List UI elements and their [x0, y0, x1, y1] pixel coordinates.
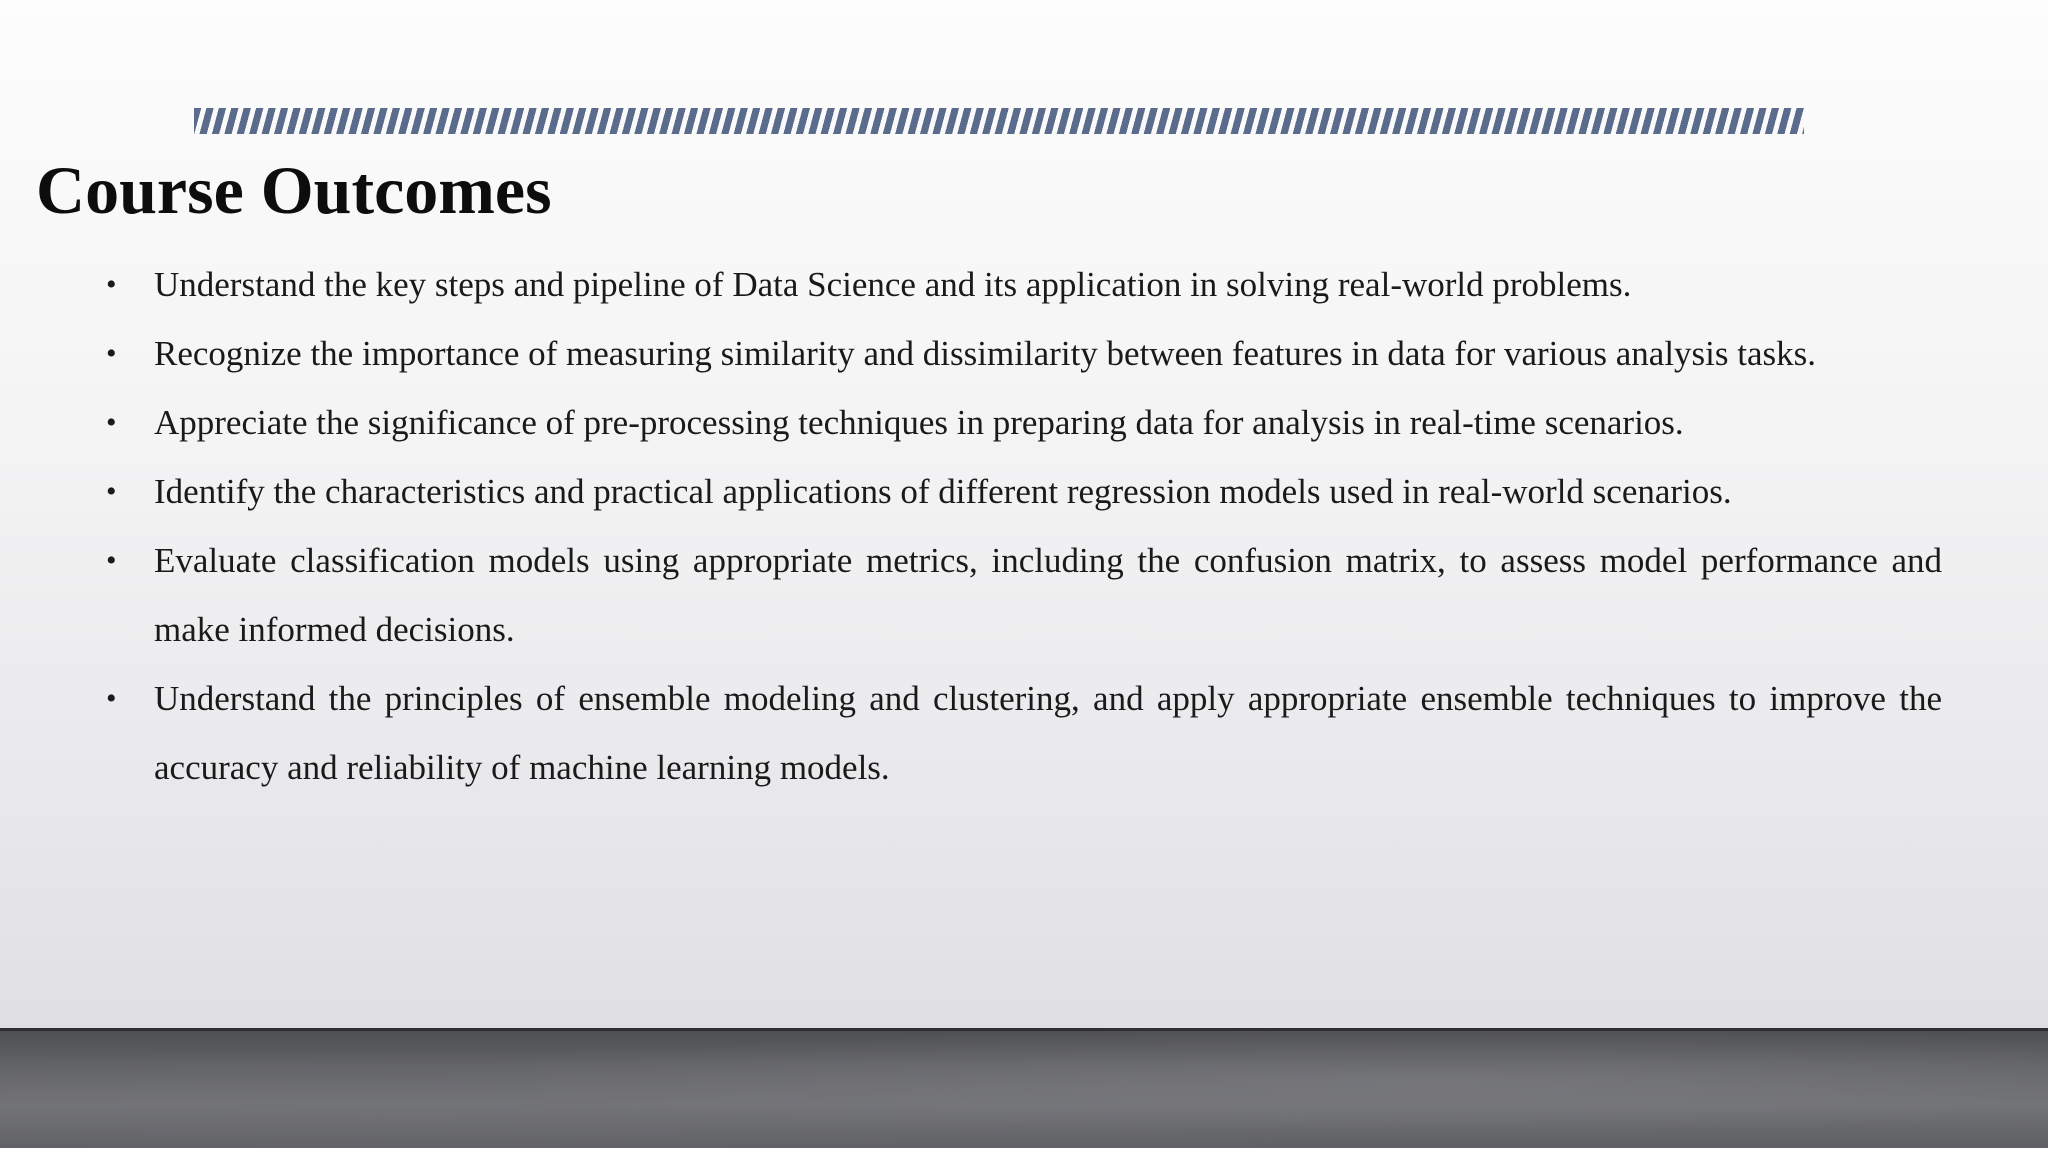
- outcome-text: Evaluate classification models using appropriate metrics, including the confusion matrix, to assess model performance and make informed decisions.: [154, 541, 1942, 649]
- outcome-item: [100, 250, 1942, 319]
- outcome-text: Appreciate the significance of pre-processing techniques in preparing data for analysis in real-time scenarios.: [154, 403, 1684, 442]
- bullet-icon: •: [106, 682, 117, 715]
- outcome-text: Recognize the importance of measuring similarity and dissimilarity between features in data for various analysis tasks.: [154, 334, 1817, 373]
- bullet-icon: •: [106, 475, 117, 508]
- decorative-stripe-band: [194, 108, 1804, 134]
- outcome-text: Understand the key steps and pipeline of Data Science and its application in solving real-world problems.: [154, 265, 1632, 304]
- bullet-icon: •: [106, 337, 117, 370]
- bullet-icon: •: [106, 268, 117, 301]
- outcomes-list: [100, 250, 1942, 802]
- bullet-icon: •: [106, 544, 117, 577]
- floor-background: [0, 1028, 2048, 1152]
- bottom-edge: [0, 1148, 2048, 1152]
- outcome-item: [100, 319, 1942, 388]
- outcome-item: [100, 664, 1942, 802]
- outcome-text: Understand the principles of ensemble modeling and clustering, and apply appropriate ensemble techniques to improve the accuracy and reliability of machine learning models.: [154, 679, 1942, 787]
- outcome-item: [100, 457, 1942, 526]
- outcome-item: [100, 526, 1942, 664]
- outcome-item: [100, 388, 1942, 457]
- bullet-icon: •: [106, 406, 117, 439]
- outcome-text: Identify the characteristics and practical applications of different regression models used in real-world scenarios.: [154, 472, 1732, 511]
- slide-title: Course Outcomes: [36, 152, 552, 228]
